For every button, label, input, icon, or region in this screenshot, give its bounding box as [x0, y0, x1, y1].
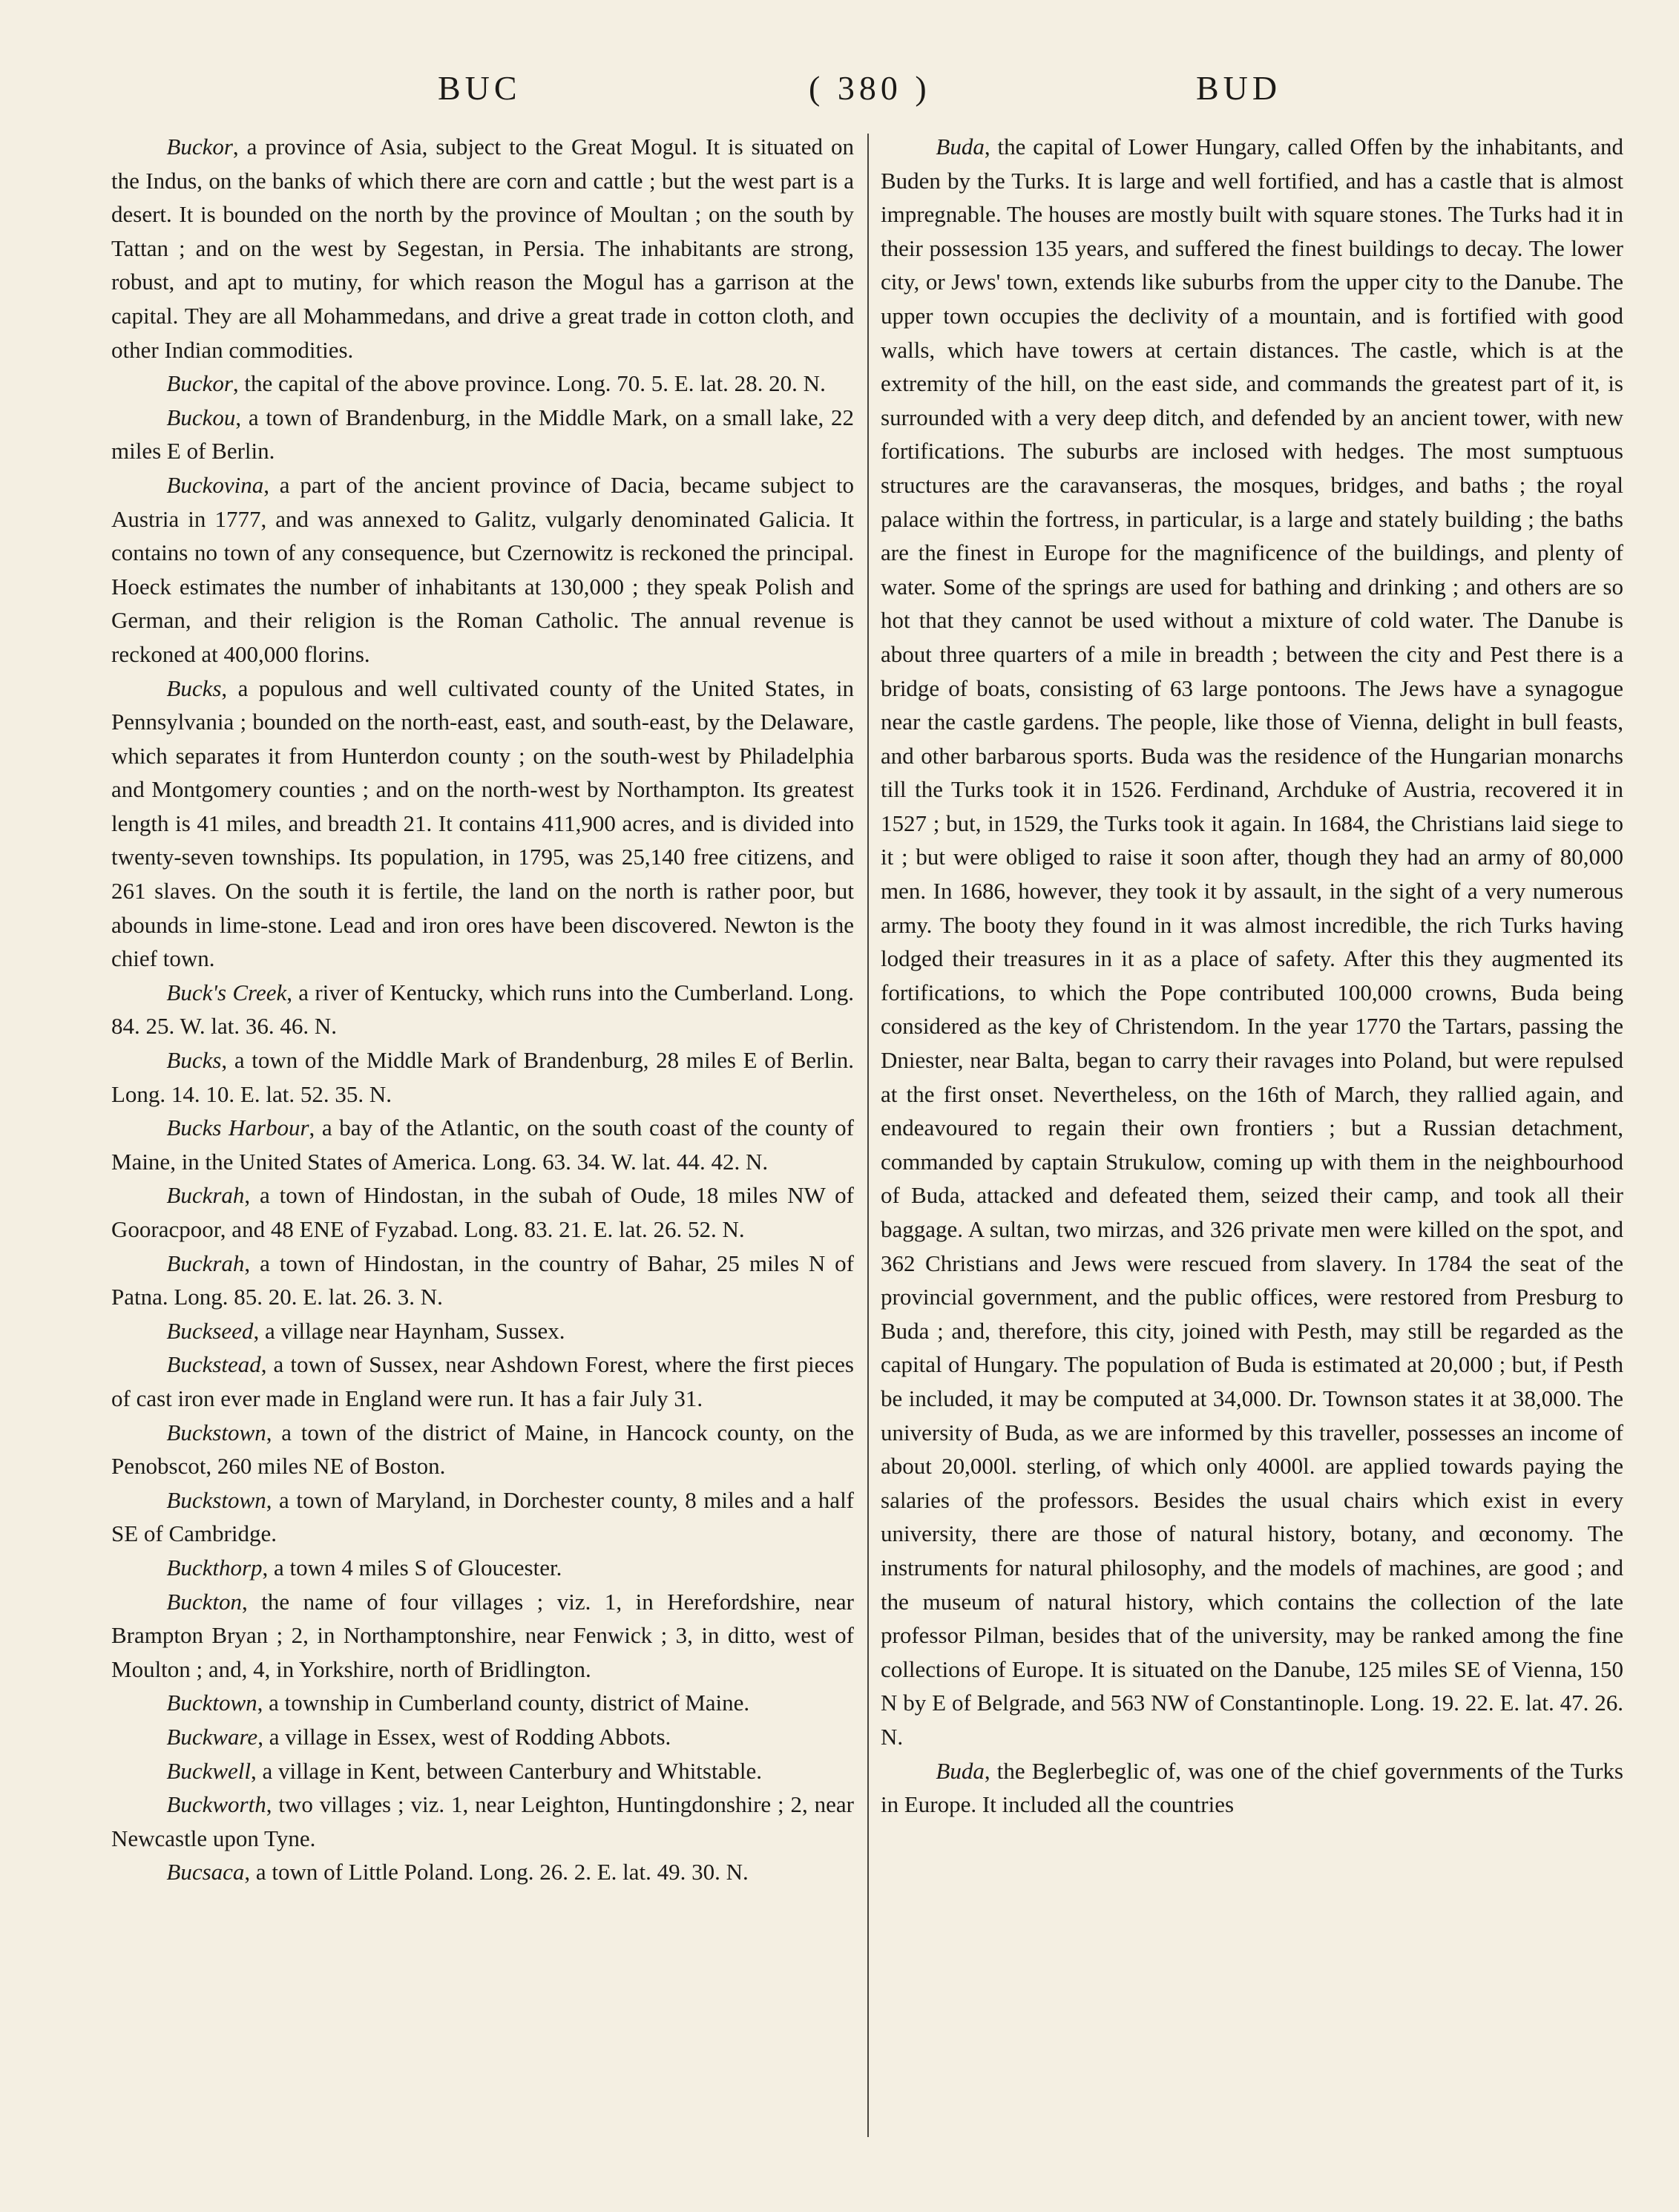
dictionary-entry — [111, 130, 854, 367]
entry-text: , a town of Maryland, in Dorchester county, 8 miles and a half SE of Cambridge. — [111, 1486, 854, 1547]
entry-text: , the capital of the above province. Long. 70. 5. E. lat. 28. 20. N. — [232, 370, 826, 397]
entry-headword: Buckton — [166, 1588, 242, 1615]
dictionary-entry — [111, 401, 854, 468]
entry-text: , a town of the district of Maine, in Hancock county, on the Penobscot, 260 miles NE of Boston. — [111, 1419, 854, 1480]
entry-headword: Buda — [936, 1757, 985, 1784]
dictionary-entry — [111, 1788, 854, 1855]
entry-text: , a village in Essex, west of Rodding Abbots. — [257, 1723, 671, 1750]
entry-headword: Buckstead — [166, 1351, 261, 1378]
header-right-catchword: BUD — [1196, 69, 1282, 107]
dictionary-entry — [111, 1686, 854, 1720]
entry-text: , the Beglerbeglic of, was one of the chief governments of the Turks in Europe. It included all the countries — [881, 1757, 1623, 1818]
entry-headword: Bucks Harbour — [166, 1115, 309, 1141]
page-number: ( 380 ) — [809, 69, 931, 107]
dictionary-entry — [881, 1754, 1623, 1822]
entry-text: , a township in Cumberland county, district of Maine. — [257, 1690, 750, 1716]
entry-text: , two villages ; viz. 1, near Leighton, Huntingdonshire ; 2, near Newcastle upon Tyne. — [111, 1791, 854, 1851]
entry-text: , a town of Hindostan, in the country of Bahar, 25 miles N of Patna. Long. 85. 20. E. lat. 26. 3. N. — [111, 1250, 854, 1310]
entry-text: , a town of the Middle Mark of Brandenburg, 28 miles E of Berlin. Long. 14. 10. E. lat. 52. 35. N. — [111, 1047, 854, 1107]
entry-headword: Buckseed — [166, 1317, 254, 1344]
page-header — [111, 68, 1543, 120]
dictionary-entry — [111, 1720, 854, 1754]
entry-text: , the capital of Lower Hungary, called Offen by the inhabitants, and Buden by the Turks. It is large and well fortified, and has a castle that is almost impregnable. The houses are mostly built with square stones. The Turks had it in their possession 135 years, and suffered the finest buildings to decay. The lower city, or Jews' town, extends like suburbs from the upper city to the Danube. The upper town occupies the declivity of a mountain, and is fortified with good walls, which have towers at certain distances. The castle, which is at the extremity of the hill, on the east side, and commands the greatest part of it, is surrounded with a very deep ditch, and defended by an ancient tower, with new fortifications. The suburbs are inclosed with hedges. The most sumptuous structures are the caravanseras, the mosques, bridges, and baths ; the royal palace within the fortress, in particular, is a large and stately building ; the baths are the finest in Europe for the magnificence of the buildings, and plenty of water. Some of the springs are used for bathing and drinking ; and others are so hot that they cannot be used without a mixture of cold water. The Danube is about three quarters of a mile in breadth ; between the city and Pest there is a bridge of boats, consisting of 63 large pontoons. The Jews have a synagogue near the castle gardens. The people, like those of Vienna, delight in bull feasts, and other barbarous sports. Buda was the residence of the Hungarian monarchs till the Turks took it in 1526. Ferdinand, Archduke of Austria, recovered it in 1527 ; but, in 1529, the Turks took it again. In 1684, the Christians laid siege to it ; but were obliged to raise it soon after, though they had an army of 80,000 men. In 1686, however, they took it by assault, in the sight of a very numerous army. The booty they found in it was almost incredible, the rich Turks having lodged their treasures in it as a place of safety. After this they augmented its fortifications, to which the Pope contributed 100,000 crowns, Buda being considered as the key of Christendom. In the year 1770 the Tartars, passing the Dniester, near Balta, began to carry their ravages into Poland, but were repulsed at the first onset. Nevertheless, on the 16th of March, they rallied again, and endeavoured to regain their own frontiers ; but a Russian detachment, commanded by captain Strukulow, coming up with them in the neighbourhood of Buda, attacked and defeated them, seized their camp, and took all their baggage. A sultan, two mirzas, and 326 private men were killed on the spot, and 362 Christians and Jews were rescued from slavery. In 1784 the seat of the provincial government, and the public offices, were restored from Presburg to Buda ; and, therefore, this city, joined with Pesth, may still be regarded as the capital of Hungary. The population of Buda is estimated at 20,000 ; but, if Pesth be included, it may be computed at 34,000. Dr. Townson states it at 38,000. The university of Buda, as we are informed by this traveller, possesses an income of about 20,000l. sterling, of which only 4000l. are applied towards paying the salaries of the professors. Besides the usual chairs which exist in every university, there are those of natural history, botany, and œconomy. The instruments for natural philosophy, and the models of machines, are good ; and the museum of natural history, which contains the collection of the late professor Pilman, besides that of the university, may be ranked among the fine collections of Europe. It is situated on the Danube, 125 miles SE of Vienna, 150 N by E of Belgrade, and 563 NW of Constantinople. Long. 19. 22. E. lat. 47. 26. N. — [881, 134, 1623, 1750]
dictionary-entry — [111, 976, 854, 1043]
dictionary-entry — [881, 130, 1623, 1754]
entry-headword: Buckstown — [166, 1486, 266, 1513]
entry-headword: Bucsaca — [166, 1859, 245, 1886]
entry-text: , a town 4 miles S of Gloucester. — [262, 1554, 562, 1581]
entry-headword: Buda — [936, 134, 985, 160]
entry-text: , a town of Hindostan, in the subah of Oude, 18 miles NW of Gooracpoor, and 48 ENE of Fyzabad. Long. 83. 21. E. lat. 26. 52. N. — [111, 1182, 854, 1242]
column-divider — [867, 134, 869, 2137]
dictionary-entry — [111, 1043, 854, 1111]
dictionary-entry — [111, 1483, 854, 1551]
entry-headword: Buckou — [166, 404, 236, 430]
dictionary-entry — [111, 1348, 854, 1415]
dictionary-entry — [111, 1416, 854, 1483]
entry-text: , the name of four villages ; viz. 1, in Herefordshire, near Brampton Bryan ; 2, in Northamptonshire, near Fenwick ; 3, in ditto, west of Moulton ; and, 4, in Yorkshire, north of Bridlington. — [111, 1588, 854, 1682]
entry-text: , a village near Haynham, Sussex. — [253, 1317, 565, 1344]
entry-headword: Buckor — [166, 134, 233, 160]
entry-text: , a town of Sussex, near Ashdown Forest, where the first pieces of cast iron ever made in England were run. It has a fair July 31. — [111, 1351, 854, 1411]
entry-headword: Buckwell — [166, 1757, 252, 1784]
entry-text: , a populous and well cultivated county of the United States, in Pennsylvania ; bounded on the north-east, east, and south-east, by the Delaware, which separates it from Hunterdon county ; on the south-west by Philadelphia and Montgomery counties ; and on the north-west by Northampton. Its greatest length is 41 miles, and breadth 21. It contains 411,900 acres, and is divided into twenty-seven townships. Its population, in 1795, was 25,140 free citizens, and 261 slaves. On the south it is fertile, the land on the north is rather poor, but abounds in lime-stone. Lead and iron ores have been discovered. Newton is the chief town. — [111, 675, 854, 972]
dictionary-entry — [111, 1551, 854, 1585]
dictionary-entry — [111, 367, 854, 401]
entry-headword: Buckware — [166, 1723, 258, 1750]
header-left-catchword: BUC — [438, 69, 522, 107]
dictionary-entry — [111, 1314, 854, 1348]
right-column — [881, 130, 1623, 1822]
dictionary-entry — [111, 468, 854, 672]
dictionary-entry — [111, 1247, 854, 1314]
dictionary-entry — [111, 1178, 854, 1246]
entry-headword: Bucks — [166, 1047, 222, 1074]
dictionary-entry — [111, 672, 854, 976]
entry-text: , a province of Asia, subject to the Great Mogul. It is situated on the Indus, on the banks of which there are corn and cattle ; but the west part is a desert. It is bounded on the north by the province of Moultan ; on the south by Tattan ; and on the west by Segestan, in Persia. The inhabitants are strong, robust, and apt to mutiny, for which reason the Mogul has a garrison at the capital. They are all Mohammedans, and drive a great trade in cotton cloth, and other Indian commodities. — [111, 134, 854, 363]
entry-text: , a village in Kent, between Canterbury and Whitstable. — [251, 1757, 762, 1784]
entry-headword: Buckstown — [166, 1419, 266, 1445]
entry-headword: Buckrah — [166, 1250, 245, 1276]
entry-text: , a town of Brandenburg, in the Middle Mark, on a small lake, 22 miles E of Berlin. — [111, 404, 854, 465]
left-column — [111, 130, 854, 1889]
dictionary-entry — [111, 1111, 854, 1178]
entry-text: , a town of Little Poland. Long. 26. 2. E. lat. 49. 30. N. — [244, 1859, 749, 1886]
entry-text: , a bay of the Atlantic, on the south coast of the county of Maine, in the United States of America. Long. 63. 34. W. lat. 44. 42. N. — [111, 1115, 854, 1175]
entry-headword: Buckor — [166, 370, 233, 397]
dictionary-entry — [111, 1585, 854, 1687]
entry-text: , a river of Kentucky, which runs into the Cumberland. Long. 84. 25. W. lat. 36. 46. N. — [111, 979, 854, 1040]
entry-headword: Buckworth — [166, 1791, 266, 1818]
entry-headword: Bucks — [166, 675, 222, 701]
entry-headword: Buckrah — [166, 1182, 245, 1209]
entry-headword: Bucktown — [166, 1690, 257, 1716]
entry-headword: Buckovina — [166, 471, 264, 498]
entry-headword: Buckthorp — [166, 1554, 263, 1581]
dictionary-entry — [111, 1754, 854, 1788]
entry-headword: Buck's Creek — [166, 979, 287, 1005]
dictionary-entry — [111, 1855, 854, 1889]
entry-text: , a part of the ancient province of Dacia, became subject to Austria in 1777, and was annexed to Galitz, vulgarly denominated Galicia. It contains no town of any consequence, but Czernowitz is reckoned the principal. Hoeck estimates the number of inhabitants at 130,000 ; they speak Polish and German, and their religion is the Roman Catholic. The annual revenue is reckoned at 400,000 florins. — [111, 471, 854, 667]
